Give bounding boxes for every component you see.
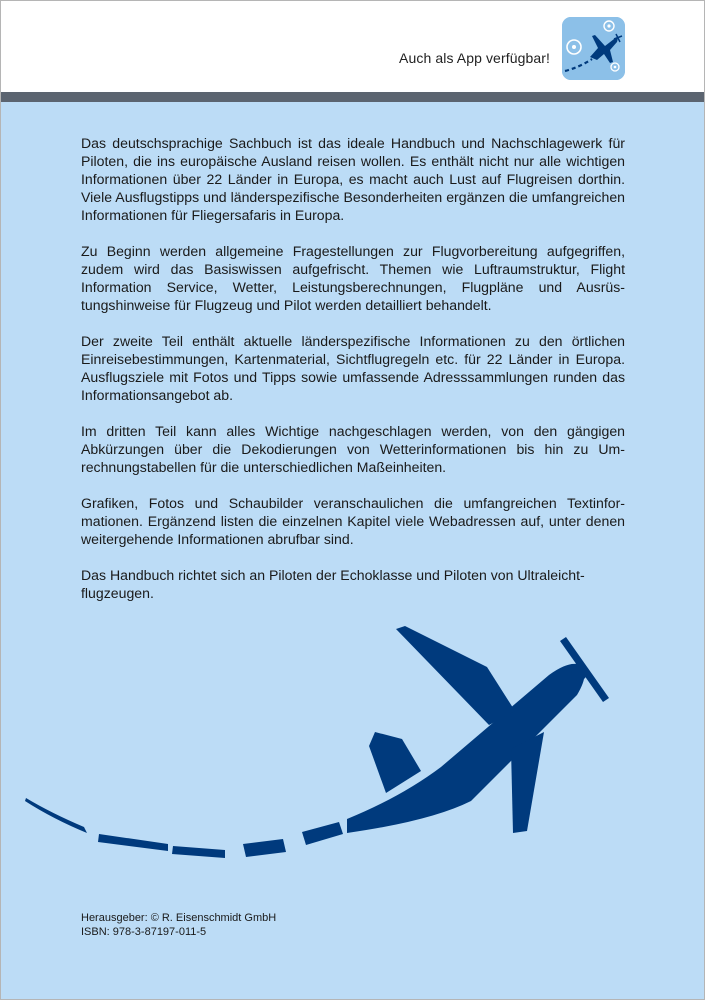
plane-icon	[562, 17, 625, 80]
header-divider	[1, 92, 704, 102]
paragraph: Das Handbuch richtet sich an Piloten der Echoklasse und Piloten von Ultraleichtflugzeugen.	[81, 567, 585, 601]
airplane-illustration	[1, 601, 705, 881]
app-availability-label: Auch als App verfügbar!	[399, 50, 550, 66]
header	[1, 1, 704, 92]
paragraph: Zu Beginn werden allgemeine Fragestellungen zur Flugvorbereitung aufgegriffen, zudem wird das Basiswissen aufgefrischt. Themen wie Luftraumstruktur, Flight Information Service, Wetter, Leistungsberechnungen, Flugpläne und Ausrüstungshinweise für Flugzeug und Pilot werden detailliert behandelt.	[81, 243, 625, 313]
paragraph: Das deutschsprachige Sachbuch ist das ideale Handbuch und Nachschlagewerk für Piloten, die ins europäische Ausland reisen wollen. Es enthält nicht nur alle wichtigen Informationen über 22 Länder in Europa, es macht auch Lust auf Flugreisen dorthin. Viele Ausflugstipps und länderspezifische Besonderheiten ergänzen die umfangreichen Informationen für Fliegersafaris in Europa.	[81, 135, 625, 223]
lower-wing	[511, 732, 544, 833]
contrail-dash	[302, 822, 343, 845]
contrail-dash	[98, 834, 168, 851]
main-wing	[396, 626, 515, 725]
description-text	[81, 134, 625, 620]
contrail-dash	[243, 839, 286, 857]
imprint	[81, 911, 276, 939]
paragraph: Grafiken, Fotos und Schaubilder veranschaulichen die umfangreichen Textinformationen. Ergänzend listen die einzelnen Kapitel viele Webadressen auf, unter denen weitergehende Informationen abrufbar sind.	[81, 495, 625, 547]
plane-app-icon[interactable]	[562, 17, 625, 80]
paragraph: Im dritten Teil kann alles Wichtige nachgeschlagen werden, von den gängigen Abkürzungen über die Dekodierungen von Wetterinformationen bis hin zu Umrechnungstabellen für die unterschiedlichen Maßeinheiten.	[81, 423, 625, 475]
paragraph: Der zweite Teil enthält aktuelle länderspezifische Informationen zu den örtlichen Einreisebestimmungen, Kartenmaterial, Sichtflugregeln etc. für 22 Länder in Europa. Ausflugsziele mit Fotos und Tipps sowie umfassende Adresssammlungen runden das Informationsangebot ab.	[81, 333, 625, 403]
tail-fin	[369, 732, 421, 793]
contrail-dash	[172, 846, 225, 858]
propeller-hub	[571, 663, 587, 681]
isbn-line: ISBN: 978-3-87197-011-5	[81, 926, 207, 938]
publisher-line: Herausgeber: © R. Eisenschmidt GmbH	[81, 912, 277, 924]
contrail-dash	[25, 798, 87, 833]
